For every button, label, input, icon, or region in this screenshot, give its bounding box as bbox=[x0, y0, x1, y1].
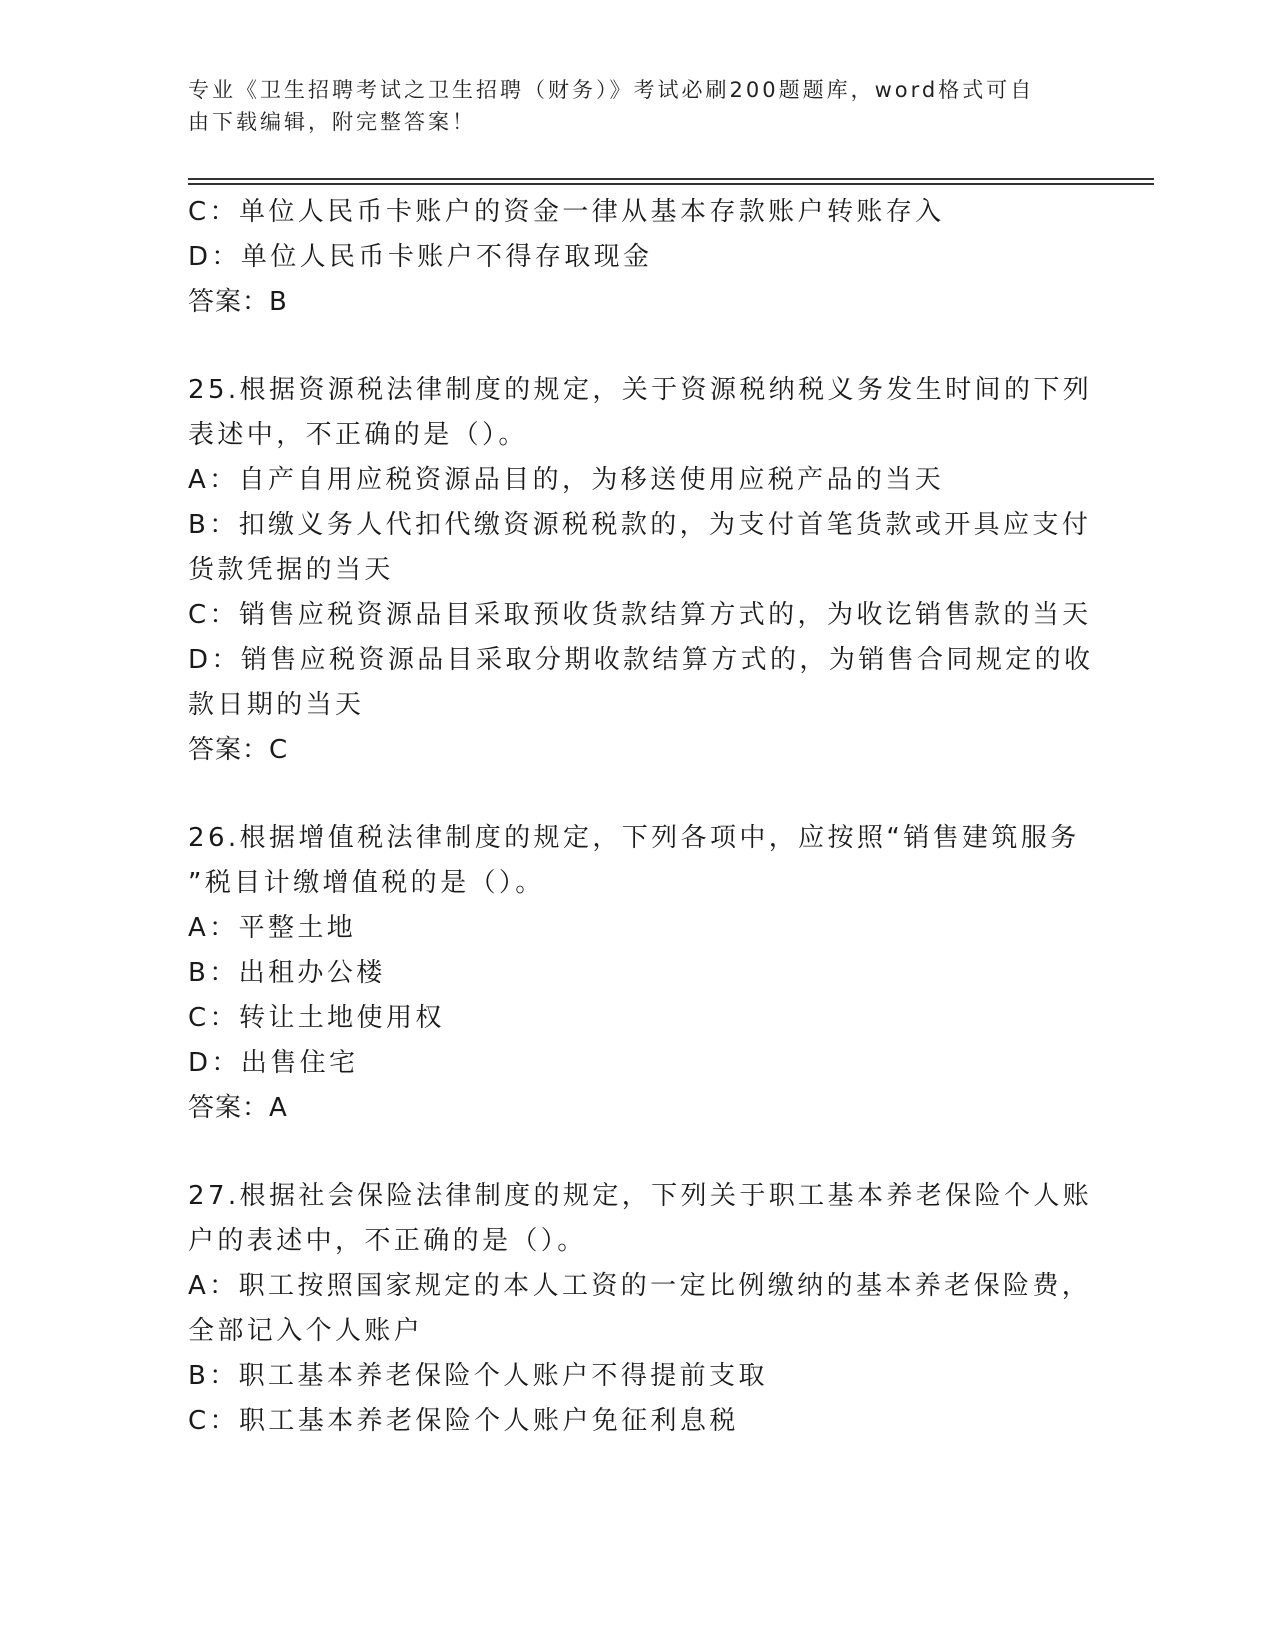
question-text-line: 25.根据资源税法律制度的规定，关于资源税纳税义务发生时间的下列 bbox=[188, 375, 1093, 405]
spacer bbox=[188, 1131, 1088, 1174]
answer-line: 答案：A bbox=[188, 1093, 288, 1123]
option-line: A：平整土地 bbox=[188, 913, 357, 943]
option-line: 货款凭据的当天 bbox=[188, 555, 394, 585]
option-line: B：出租办公楼 bbox=[188, 958, 386, 988]
option-line: 款日期的当天 bbox=[188, 690, 365, 720]
answer-line: 答案：B bbox=[188, 287, 288, 317]
question-25 bbox=[188, 368, 1094, 773]
option-line: C：单位人民币卡账户的资金一律从基本存款账户转账存入 bbox=[188, 197, 945, 227]
option-line: D：单位人民币卡账户不得存取现金 bbox=[188, 242, 653, 272]
spacer bbox=[188, 773, 1088, 816]
continued-question bbox=[188, 190, 1088, 325]
option-line: A：职工按照国家规定的本人工资的一定比例缴纳的基本养老保险费， bbox=[188, 1271, 1092, 1301]
option-line: B：职工基本养老保险个人账户不得提前支取 bbox=[188, 1361, 768, 1391]
option-line: D：出售住宅 bbox=[188, 1048, 359, 1078]
option-line: C：销售应税资源品目采取预收货款结算方式的，为收讫销售款的当天 bbox=[188, 600, 1092, 630]
option-line: D：销售应税资源品目采取分期收款结算方式的，为销售合同规定的收 bbox=[188, 645, 1094, 675]
question-text-line: 户的表述中，不正确的是（）。 bbox=[188, 1226, 587, 1256]
document-header bbox=[188, 74, 1068, 138]
option-line: C：转让土地使用权 bbox=[188, 1003, 445, 1033]
question-text-line: 27.根据社会保险法律制度的规定，下列关于职工基本养老保险个人账 bbox=[188, 1181, 1093, 1211]
question-26 bbox=[188, 816, 1088, 1131]
header-line-1: 专业《卫生招聘考试之卫生招聘（财务）》考试必刷200题题库，word格式可自 bbox=[188, 78, 1035, 102]
header-rule-top bbox=[188, 178, 1154, 180]
header-rule-bottom bbox=[188, 183, 1154, 185]
option-line: C：职工基本养老保险个人账户免征利息税 bbox=[188, 1406, 739, 1436]
header-line-2: 由下载编辑，附完整答案！ bbox=[188, 110, 476, 134]
answer-line: 答案：C bbox=[188, 735, 289, 765]
question-text-line: 26.根据增值税法律制度的规定，下列各项中，应按照“销售建筑服务 bbox=[188, 823, 1080, 853]
document-body bbox=[188, 190, 1094, 1444]
option-line: A：自产自用应税资源品目的，为移送使用应税产品的当天 bbox=[188, 465, 945, 495]
option-line: 全部记入个人账户 bbox=[188, 1316, 424, 1346]
question-text-line: ”税目计缴增值税的是（）。 bbox=[188, 868, 545, 898]
question-27 bbox=[188, 1174, 1093, 1444]
option-line: B：扣缴义务人代扣代缴资源税税款的，为支付首笔货款或开具应支付 bbox=[188, 510, 1092, 540]
spacer bbox=[188, 325, 1088, 368]
question-text-line: 表述中，不正确的是（）。 bbox=[188, 420, 528, 450]
